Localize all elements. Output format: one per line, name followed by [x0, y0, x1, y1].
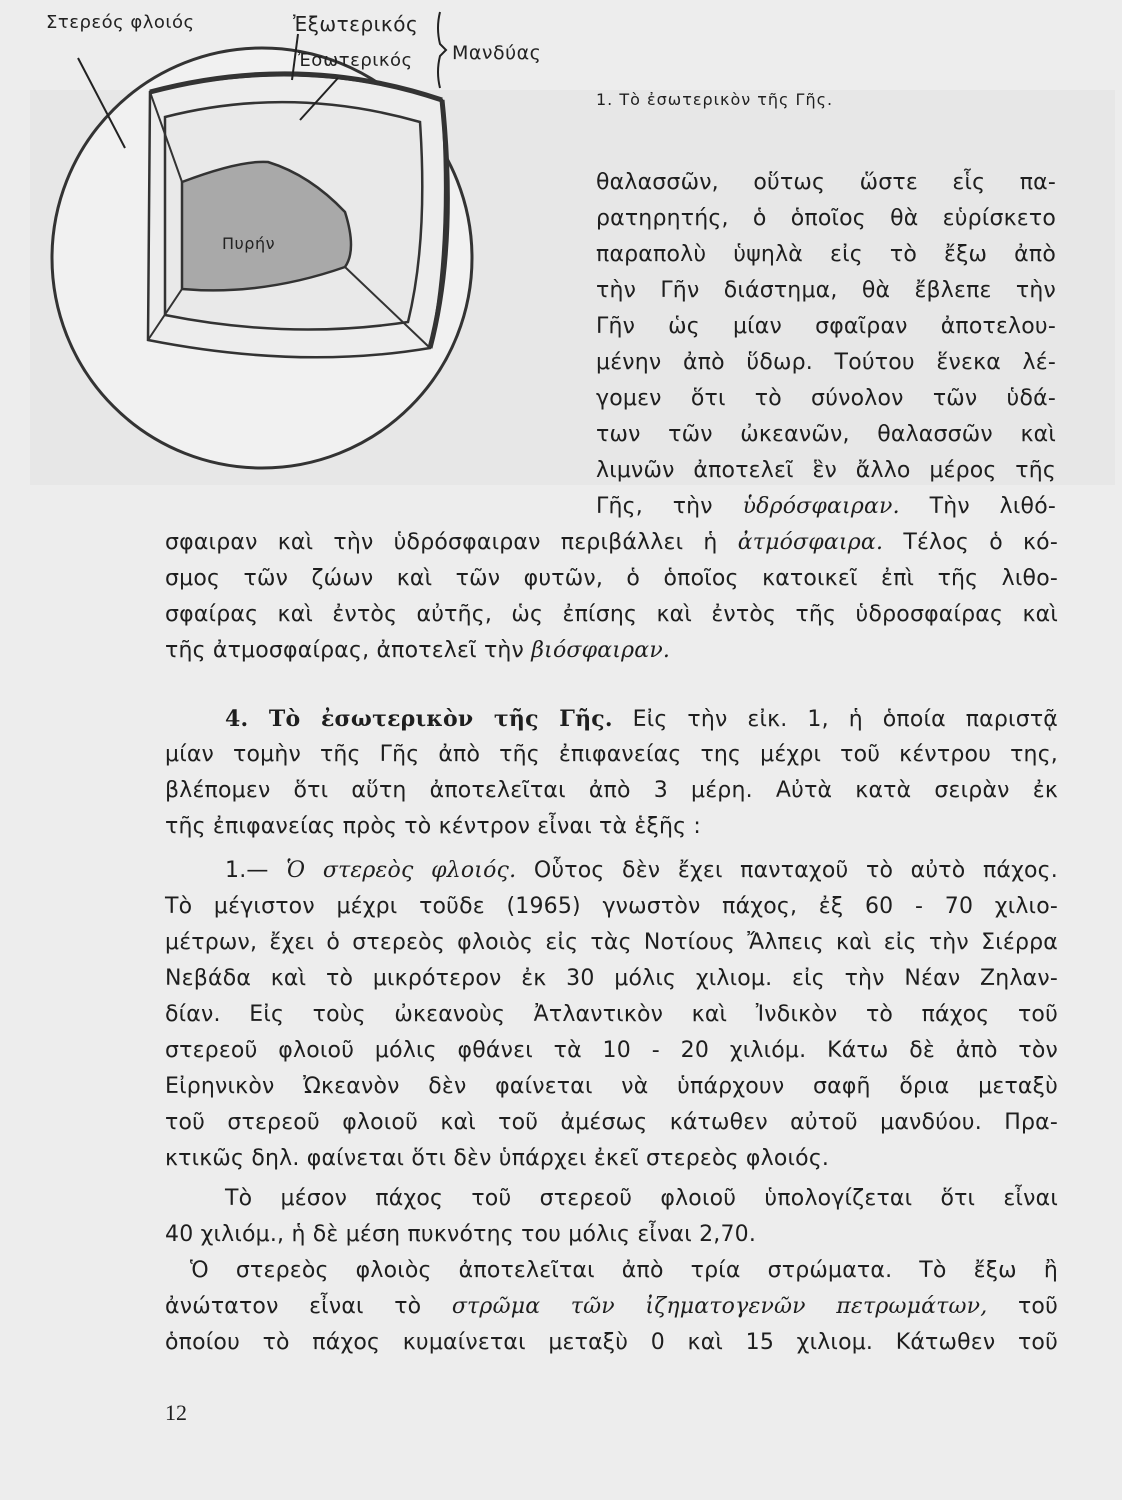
wrap-line-8: των τῶν ὠκεανῶν, θαλασσῶν καὶ	[596, 422, 1056, 447]
text: τοῦ	[987, 1294, 1059, 1319]
wrap-line-6: μένην ἀπὸ ὕδωρ. Τούτου ἕνεκα λέ-	[596, 350, 1056, 375]
item1-line-6: στερεοῦ φλοιοῦ μόλις φθάνει τὰ 10 - 20 χιλιόμ. Κάτω δὲ ἀπὸ τὸν	[165, 1038, 1058, 1063]
layers-line-2	[165, 1294, 1058, 1319]
wrap-line-5: Γῆν ὡς μίαν σφαῖραν ἀποτελου-	[596, 314, 1056, 339]
item1-line-7: Εἰρηνικὸν Ὠκεανὸν δὲν φαίνεται νὰ ὑπάρχουν σαφῆ ὅρια μεταξὺ	[165, 1074, 1058, 1099]
item1-line-3: μέτρων, ἔχει ὁ στερεὸς φλοιὸς εἰς τὰς Νοτίους Ἄλπεις καὶ εἰς τὴν Σιέρρα	[165, 930, 1058, 955]
item1-line-4: Νεβάδα καὶ τὸ μικρότερον ἐκ 30 μόλις χιλιομ. εἰς τὴν Νέαν Ζηλαν-	[165, 966, 1058, 991]
label-crust: Στερεός φλοιός	[46, 12, 195, 33]
page-number: 12	[165, 1400, 187, 1425]
label-mantle: Μανδύας	[452, 42, 542, 64]
term-biosphere: βιόσφαιραν.	[531, 638, 671, 663]
section4-line-4: τῆς ἐπιφανείας πρὸς τὸ κέντρον εἶναι τὰ ἑξῆς :	[165, 814, 702, 839]
term-hydrosphere: ὑδρόσφαιραν.	[742, 494, 900, 519]
thickness-line-1: Τὸ μέσον πάχος τοῦ στερεοῦ φλοιοῦ ὑπολογίζεται ὅτι εἶναι	[225, 1186, 1058, 1211]
label-outer-mantle: Ἐξωτερικός	[293, 12, 419, 36]
item1-number: 1.—	[225, 858, 287, 883]
section4-line-1	[225, 706, 1058, 732]
layers-line-1: Ὁ στερεὸς φλοιὸς ἀποτελεῖται ἀπὸ τρία στρώματα. Τὸ ἔξω ἢ	[190, 1258, 1058, 1283]
item1-line-2: Τὸ μέγιστον μέχρι τοῦδε (1965) γνωστὸν πάχος, ἐξ 60 - 70 χιλιο-	[165, 894, 1058, 919]
body-line-1	[165, 530, 1058, 555]
section4-line-3: βλέπομεν ὅτι αὕτη ἀποτελεῖται ἀπὸ 3 μέρη. Αὐτὰ κατὰ σειρὰν ἐκ	[165, 778, 1058, 803]
text: ἀνώτατον εἶναι τὸ	[165, 1294, 452, 1319]
text: Γῆς, τὴν	[596, 494, 743, 519]
wrap-line-4: τὴν Γῆν διάστημα, θὰ ἔβλεπε τὴν	[596, 278, 1056, 303]
wrap-line-9: λιμνῶν ἀποτελεῖ ἓν ἄλλο μέρος τῆς	[596, 458, 1056, 483]
text: σφαιραν καὶ τὴν ὑδρόσφαιραν περιβάλλει ἡ	[165, 530, 738, 555]
earth-cross-section-diagram	[0, 0, 600, 500]
layers-line-3: ὁποίου τὸ πάχος κυμαίνεται μεταξὺ 0 καὶ 15 χιλιομ. Κάτωθεν τοῦ	[165, 1330, 1058, 1355]
wrap-line-7: γομεν ὅτι τὸ σύνολον τῶν ὑδά-	[596, 386, 1056, 411]
text: Οὗτος δὲν ἔχει πανταχοῦ τὸ αὐτὸ πάχος.	[516, 858, 1058, 883]
thickness-line-2: 40 χιλιόμ., ἡ δὲ μέση πυκνότης του μόλις εἶναι 2,70.	[165, 1222, 757, 1247]
item1-title: Ὁ στερεὸς φλοιός.	[286, 858, 517, 883]
item1-line-8: τοῦ στερεοῦ φλοιοῦ καὶ τοῦ ἀμέσως κάτωθεν αὐτοῦ μανδύου. Πρα-	[165, 1110, 1058, 1135]
wrap-line-1: θαλασσῶν, οὕτως ὥστε εἷς πα-	[596, 170, 1056, 195]
wrap-line-2: ρατηρητής, ὁ ὁποῖος θὰ εὑρίσκετο	[596, 206, 1056, 231]
mantle-brace	[438, 12, 446, 88]
section4-heading: 4. Τὸ ἐσωτερικὸν τῆς Γῆς.	[225, 706, 613, 732]
section4-line-2: μίαν τομὴν τῆς Γῆς ἀπὸ τῆς ἐπιφανείας της μέχρι τοῦ κέντρου της,	[165, 742, 1058, 767]
text: τῆς ἀτμοσφαίρας, ἀποτελεῖ τὴν	[165, 638, 532, 663]
label-core: Πυρήν	[222, 234, 276, 253]
label-inner-mantle: Ἐσωτερικός	[298, 50, 413, 71]
term-atmosphere: ἀτμόσφαιρα.	[737, 530, 884, 555]
figure-caption: 1. Τὸ ἐσωτερικὸν τῆς Γῆς.	[596, 90, 834, 109]
text: Τέλος ὁ κό-	[883, 530, 1058, 555]
item1-line-9: κτικῶς δηλ. φαίνεται ὅτι δὲν ὑπάρχει ἐκεῖ στερεὸς φλοιός.	[165, 1146, 830, 1171]
body-line-4	[165, 638, 1058, 663]
wrap-line-10	[596, 494, 1056, 519]
wrap-line-3: παραπολὺ ὑψηλὰ εἰς τὸ ἔξω ἀπὸ	[596, 242, 1056, 267]
item1-line-5: δίαν. Εἰς τοὺς ὠκεανοὺς Ἀτλαντικὸν καὶ Ἰνδικὸν τὸ πάχος τοῦ	[165, 1002, 1058, 1027]
text: Εἰς τὴν εἰκ. 1, ἡ ὁποία παριστᾷ	[632, 707, 1058, 732]
body-line-3: σφαίρας καὶ ἐντὸς αὐτῆς, ὡς ἐπίσης καὶ ἐντὸς τῆς ὑδροσφαίρας καὶ	[165, 602, 1058, 627]
item1-line-1	[225, 858, 1058, 883]
term-sedimentary-layer: στρῶμα τῶν ἰζηματογενῶν πετρωμάτων,	[451, 1294, 988, 1319]
text: Τὴν λιθό-	[899, 494, 1056, 519]
body-line-2: σμος τῶν ζώων καὶ τῶν φυτῶν, ὁ ὁποῖος κατοικεῖ ἐπὶ τῆς λιθο-	[165, 566, 1058, 591]
